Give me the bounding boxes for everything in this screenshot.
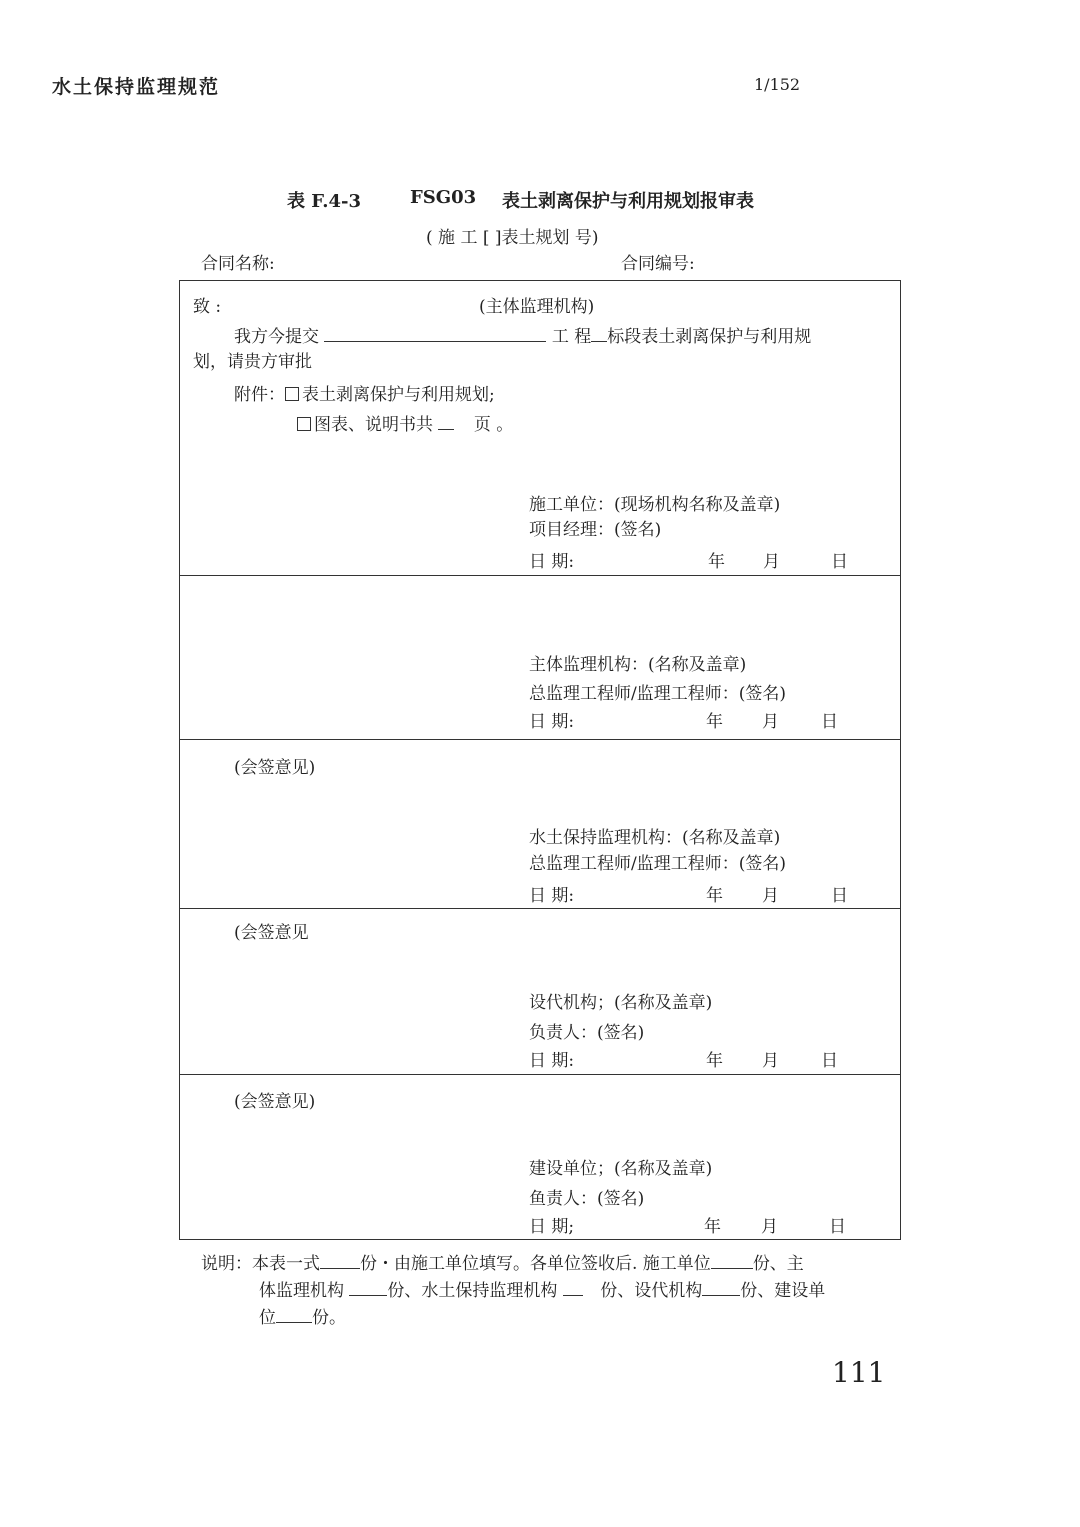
page-indicator: 1/152 bbox=[754, 75, 801, 94]
form-title: 表土剥离保护与利用规划报审表 bbox=[502, 191, 754, 212]
row-divider bbox=[180, 575, 900, 576]
date-label: 日 期: bbox=[529, 1051, 575, 1071]
submit-mid: 工 程 bbox=[551, 327, 592, 347]
submit-text bbox=[234, 322, 811, 347]
design-rep-org: 设代机构；(名称及盖章) bbox=[529, 993, 713, 1013]
note-text: 份・由施工单位填写。各单位签收后. 施工单位 bbox=[360, 1254, 711, 1274]
countersign-opinion: (会签意见 bbox=[234, 923, 309, 943]
copies-blank[interactable] bbox=[276, 1306, 312, 1323]
form-table-number: 表 F.4-3 bbox=[287, 191, 362, 212]
contract-number-label: 合同编号: bbox=[621, 254, 695, 274]
note-text: 位 bbox=[259, 1308, 276, 1328]
section-blank[interactable] bbox=[591, 325, 607, 342]
date-label: 日 期: bbox=[529, 886, 575, 906]
note-text: 体监理机构 bbox=[259, 1281, 344, 1301]
checkbox[interactable] bbox=[297, 417, 311, 431]
date-label: 日 期: bbox=[529, 712, 575, 732]
row-divider bbox=[180, 908, 900, 909]
responsible-person-sign: 负责人：(签名) bbox=[529, 1023, 645, 1043]
to-organization: (主体监理机构) bbox=[479, 297, 595, 317]
note-text: 份、主 bbox=[752, 1254, 804, 1274]
attachment-item-1: 表土剥离保护与利用规划; bbox=[302, 385, 495, 405]
submit-prefix: 我方今提交 bbox=[234, 327, 319, 347]
owner-unit: 建设单位；(名称及盖章) bbox=[529, 1159, 713, 1179]
pages-blank[interactable] bbox=[438, 413, 454, 430]
attachment-label: 附件： bbox=[234, 385, 285, 405]
date-day: 日 bbox=[831, 552, 848, 572]
project-manager-sign: 项目经理：(签名) bbox=[529, 520, 662, 540]
date-month: 月 bbox=[761, 1217, 778, 1237]
note-line-2 bbox=[259, 1278, 825, 1305]
copies-blank[interactable] bbox=[711, 1252, 753, 1269]
date-day: 日 bbox=[821, 712, 838, 732]
row-divider bbox=[180, 1074, 900, 1075]
note-label: 说明： bbox=[201, 1254, 252, 1274]
countersign-opinion: (会签意见) bbox=[234, 758, 316, 778]
checkbox[interactable] bbox=[285, 387, 299, 401]
note-text: 本表一式 bbox=[252, 1254, 320, 1274]
date-day: 日 bbox=[821, 1051, 838, 1071]
attachment-line-2 bbox=[297, 410, 513, 435]
date-year: 年 bbox=[704, 1217, 721, 1237]
to-label: 致 : bbox=[193, 297, 222, 317]
date-day: 日 bbox=[831, 886, 848, 906]
responsible-person-sign: 鱼责人：(签名) bbox=[529, 1189, 645, 1209]
date-month: 月 bbox=[763, 552, 780, 572]
date-month: 月 bbox=[762, 886, 779, 906]
date-month: 月 bbox=[762, 1051, 779, 1071]
note-line-3 bbox=[259, 1305, 346, 1332]
attachment-item-2-suffix: 页 。 bbox=[473, 415, 514, 435]
project-name-blank[interactable] bbox=[324, 325, 546, 342]
page-number: 111 bbox=[832, 1356, 886, 1389]
date-label: 日 期: bbox=[529, 552, 575, 572]
document-title: 水土保持监理规范 bbox=[52, 76, 221, 98]
contract-name-label: 合同名称: bbox=[201, 254, 275, 274]
form-code: FSG03 bbox=[410, 187, 477, 208]
main-supervision-org: 主体监理机构：(名称及盖章) bbox=[529, 655, 747, 675]
submit-suffix: 标段表土剥离保护与利用规 bbox=[607, 327, 812, 347]
note-text: 份。 bbox=[312, 1308, 346, 1328]
form-subtitle: ( 施 工 [ ]表土规划 号) bbox=[426, 228, 599, 248]
date-year: 年 bbox=[708, 552, 725, 572]
date-year: 年 bbox=[706, 886, 723, 906]
row-divider bbox=[180, 739, 900, 740]
date-month: 月 bbox=[762, 712, 779, 732]
chief-engineer-sign: 总监理工程师/监理工程师：(签名) bbox=[529, 684, 786, 704]
note-text: 份、建设单 bbox=[740, 1281, 826, 1301]
copies-blank[interactable] bbox=[563, 1279, 583, 1296]
soil-water-supervision-org: 水土保持监理机构：(名称及盖章) bbox=[529, 828, 781, 848]
note-text: 份、水土保持监理机构 bbox=[387, 1281, 558, 1301]
date-year: 年 bbox=[706, 712, 723, 732]
copies-blank[interactable] bbox=[349, 1279, 387, 1296]
submit-continuation: 划，请贵方审批 bbox=[193, 352, 312, 372]
date-day: 日 bbox=[829, 1217, 846, 1237]
date-label: 日 期; bbox=[529, 1217, 575, 1237]
copies-blank[interactable] bbox=[320, 1252, 360, 1269]
attachment-line-1 bbox=[234, 380, 495, 405]
copies-blank[interactable] bbox=[702, 1279, 740, 1296]
note-text: 份、设代机构 bbox=[600, 1281, 703, 1301]
note-line-1 bbox=[201, 1251, 804, 1278]
attachment-item-2-prefix: 图表、说明书共 bbox=[314, 415, 433, 435]
chief-engineer-sign: 总监理工程师/监理工程师：(签名) bbox=[529, 854, 786, 874]
countersign-opinion: (会签意见) bbox=[234, 1092, 316, 1112]
date-year: 年 bbox=[706, 1051, 723, 1071]
construction-unit: 施工单位：(现场机构名称及盖章) bbox=[529, 495, 781, 515]
